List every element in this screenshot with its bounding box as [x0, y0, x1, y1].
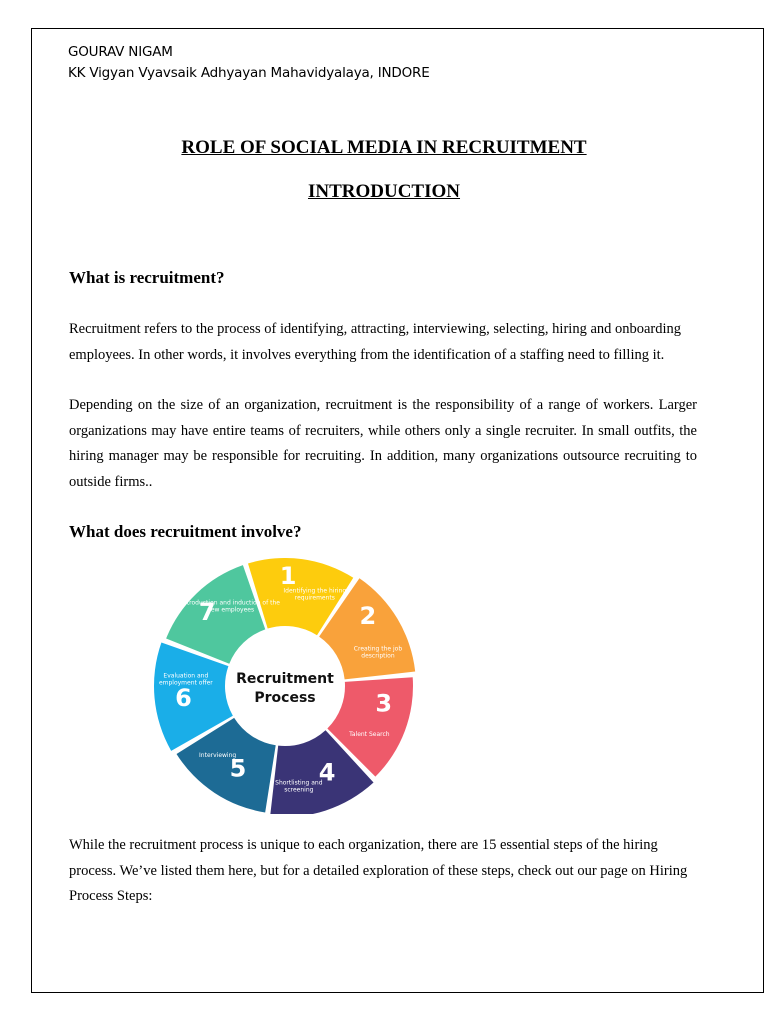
author-block	[68, 42, 430, 84]
paragraph-definition: Recruitment refers to the process of identifying, attracting, interviewing, selecting, hiring and onboarding employees. In other words, it involves everything from the identification of a staffing need to filling it.	[69, 321, 682, 363]
center-label-line1: Recruitment	[236, 671, 334, 687]
step-label-4-line2: screening	[284, 786, 314, 794]
center-label-line2: Process	[254, 690, 316, 706]
step-label-4: Shortlisting and	[275, 779, 323, 787]
step-label-1: Identifying the hiring	[283, 587, 347, 595]
step-number-1: 1	[279, 562, 297, 591]
step-number-5: 5	[229, 754, 247, 783]
step-label-7: Introduction and induction of the	[181, 599, 280, 607]
paragraph-hiring-steps: While the recruitment process is unique to each organization, there are 15 essential steps of the hiring process. We’ve listed them here, but for a detailed exploration of these steps, check out our page on Hiring Process Steps:	[69, 837, 688, 904]
paragraph-responsibility: Depending on the size of an organization, recruitment is the responsibility of a range of workers. Larger organizations may have entire teams of recruiters, while others only a single recruiter. In small outfits, the hiring manager may be responsible for recruiting. In addition, many organizations outsource recruiting to outside firms..	[69, 397, 697, 490]
step-label-6-line2: employment offer	[158, 679, 213, 687]
institution-name: KK Vigyan Vyavsaik Adhyayan Mahavidyalaya, INDORE	[68, 65, 430, 81]
step-number-3: 3	[375, 689, 393, 718]
section-title: INTRODUCTION	[307, 181, 461, 202]
step-label-1-line2: requirements	[294, 594, 335, 602]
step-label-3: Talent Search	[349, 730, 390, 738]
heading-recruitment-involve: What does recruitment involve?	[69, 522, 302, 541]
step-number-4: 4	[318, 758, 336, 787]
recruitment-cycle-graphic	[144, 558, 426, 814]
step-label-6: Evaluation and	[163, 672, 209, 680]
step-number-6: 6	[175, 684, 192, 713]
document-title: ROLE OF SOCIAL MEDIA IN RECRUITMENT	[181, 137, 587, 158]
heading-what-is-recruitment: What is recruitment?	[69, 268, 225, 287]
step-number-2: 2	[359, 601, 377, 630]
author-name: GOURAV NIGAM	[68, 44, 173, 60]
recruitment-process-diagram	[144, 558, 426, 814]
step-label-2: Creating the job	[353, 645, 403, 653]
step-label-7-line2: new employees	[207, 606, 255, 614]
step-number-7: 7	[198, 598, 216, 627]
step-label-5: Interviewing	[199, 752, 237, 760]
step-label-2-line2: description	[361, 652, 395, 660]
